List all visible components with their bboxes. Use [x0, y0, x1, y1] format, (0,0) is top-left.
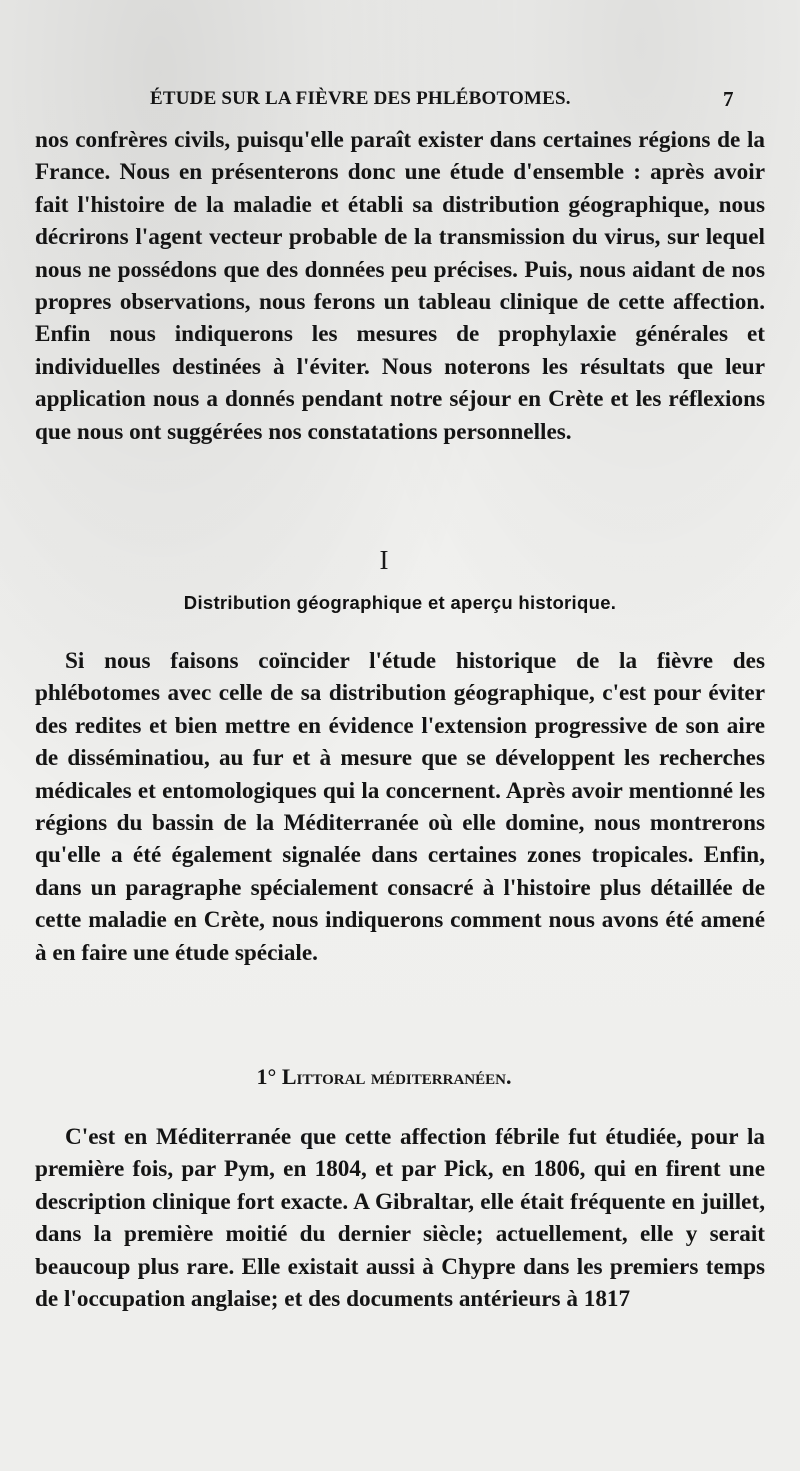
intro-paragraph-block: [35, 124, 765, 448]
page-number: 7: [723, 87, 734, 111]
subsection-number: 1°: [256, 1064, 277, 1089]
page-header: [0, 88, 800, 118]
littoral-paragraph: C'est en Méditerranée que cette affection fébrile fut étudiée, pour la première fois, par Pym, en 1804, et par Pick, en 1806, qui en firent une description clinique fort exacte. A Gibraltar, elle était fréquente en juillet, dans la première moitié du dernier siècle; actuellement, elle y serait beaucoup plus rare. Elle existait aussi à Chypre dans les premiers temps de l'occupation anglaise; et des documents antérieurs à 1817: [35, 1124, 765, 1313]
section-number: I: [379, 545, 389, 575]
section-paragraph-block: [35, 645, 765, 969]
section-paragraph: Si nous faisons coïncider l'étude historique de la fièvre des phlébotomes avec celle de sa distribution géographique, c'est pour éviter des redites et bien mettre en évidence l'extension progressive de son aire de disséminatiou, au fur et à mesure que se développent les recherches médicales et entomologiques qui la concernent. Après avoir mentionné les régions du bassin de la Méditerranée où elle domine, nous montrerons qu'elle a été également signalée dans certaines zones tropicales. Enfin, dans un paragraphe spécialement consacré à l'histoire plus détaillée de cette maladie en Crète, nous indiquerons comment nous avons été amené à en faire une étude spéciale.: [35, 648, 765, 966]
subsection-heading: [0, 1064, 768, 1090]
littoral-paragraph-block: [35, 1121, 765, 1315]
running-title: ÉTUDE SUR LA FIÈVRE DES PHLÉBOTOMES.: [150, 88, 571, 109]
intro-paragraph: nos confrères civils, puisqu'elle paraît exister dans certaines régions de la France. Nous en présenterons donc une étude d'ensemble : après avoir fait l'histoire de la maladie et établi sa distribution géographique, nous décrirons l'agent vecteur probable de la transmission du virus, sur lequel nous ne possédons que des données peu précises. Puis, nous aidant de nos propres observations, nous ferons un tableau clinique de cette affection. Enfin nous indiquerons les mesures de prophylaxie générales et individuelles destinées à l'éviter. Nous noterons les résultats que leur application nous a donnés pendant notre séjour en Crète et les réflexions que nous ont suggérées nos constatations personnelles.: [35, 127, 765, 445]
section-title: Distribution géographique et aperçu historique.: [183, 592, 617, 613]
subsection-title: Littoral méditerranéen.: [281, 1064, 512, 1089]
